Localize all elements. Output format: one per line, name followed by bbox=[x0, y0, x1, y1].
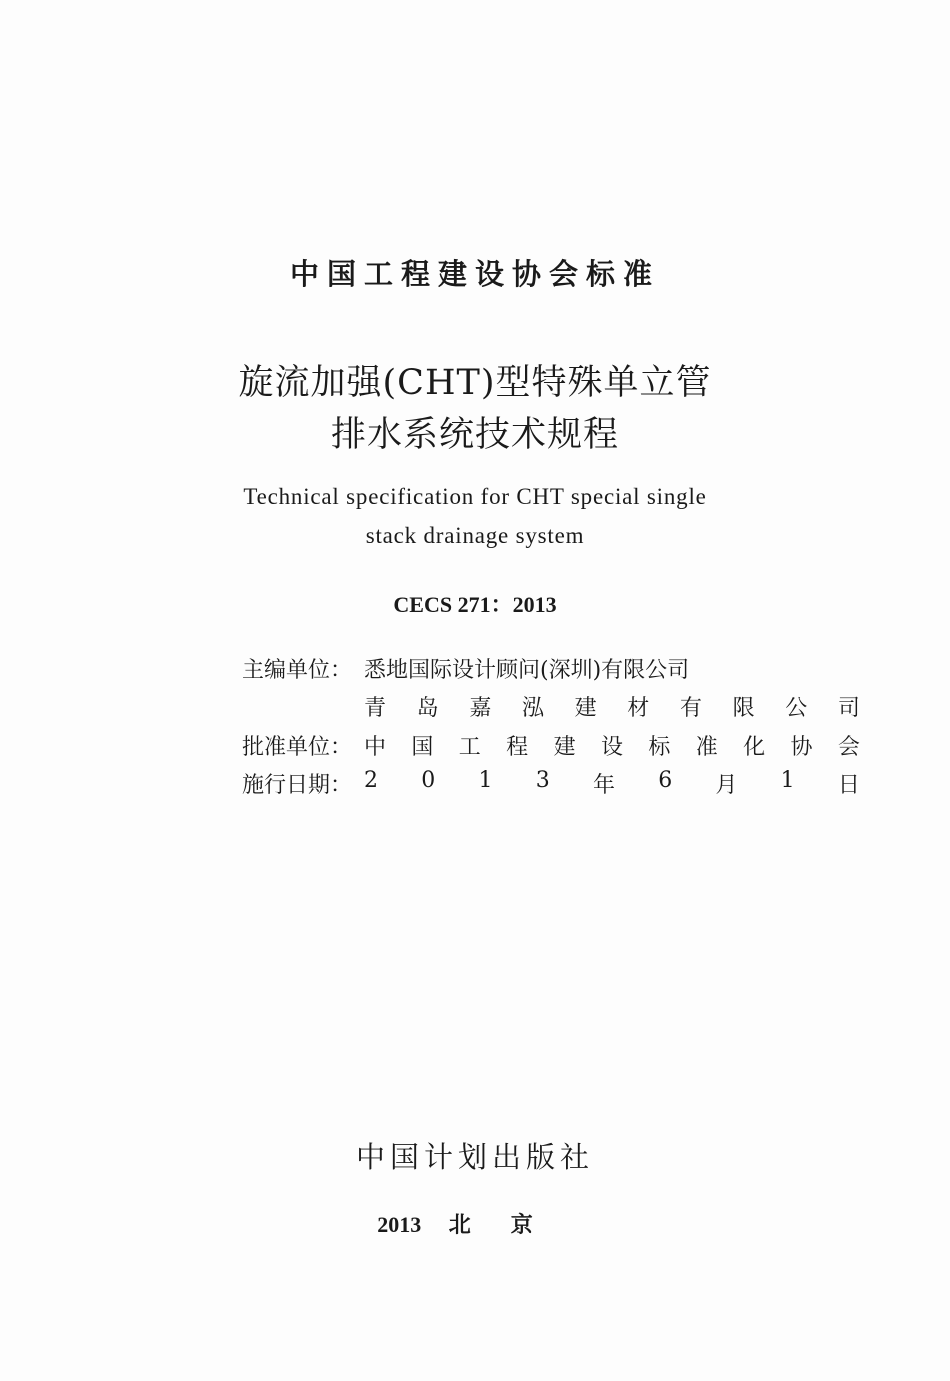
title-cn-line-2: 排水系统技术规程 bbox=[330, 415, 619, 455]
spaced-char: 程 bbox=[506, 735, 529, 760]
publication-city: 北京 bbox=[448, 1213, 573, 1238]
publication-place bbox=[0, 1208, 950, 1239]
approver-label: 批准单位： bbox=[242, 735, 353, 760]
publisher: 中国计划出版社 bbox=[355, 1140, 594, 1174]
spaced-char: 工 bbox=[458, 735, 481, 760]
spaced-char: 建 bbox=[553, 735, 576, 760]
spaced-char: 2 bbox=[364, 768, 378, 793]
spaced-char: 会 bbox=[837, 735, 860, 760]
spaced-char: 建 bbox=[574, 696, 597, 721]
publication-year: 2013 bbox=[377, 1212, 422, 1237]
chief-editor-label: 主编单位： bbox=[242, 658, 353, 683]
effective-date-label: 施行日期： bbox=[242, 773, 353, 798]
spaced-char: 国 bbox=[411, 735, 434, 760]
spaced-char: 化 bbox=[743, 735, 766, 760]
spaced-char: 青 bbox=[364, 696, 387, 721]
spaced-char: 协 bbox=[790, 735, 813, 760]
spaced-char: 年 bbox=[592, 773, 615, 798]
title-cn-line-1: 旋流加强(CHT)型特殊单立管 bbox=[238, 363, 712, 403]
spaced-char: 中 bbox=[364, 735, 387, 760]
spaced-char: 有 bbox=[679, 696, 702, 721]
approver bbox=[364, 730, 860, 761]
spaced-char: 1 bbox=[478, 768, 493, 793]
spaced-char: 限 bbox=[732, 696, 755, 721]
spaced-char: 6 bbox=[658, 768, 673, 793]
series-title: 中国工程建设协会标准 bbox=[289, 257, 660, 291]
spaced-char: 日 bbox=[837, 773, 860, 798]
title-en-line-2: stack drainage system bbox=[365, 523, 585, 548]
chief-editor-2 bbox=[364, 691, 860, 722]
chief-editor-1: 悉地国际设计顾问(深圳)有限公司 bbox=[364, 658, 690, 683]
spaced-char: 标 bbox=[648, 735, 671, 760]
spaced-char: 材 bbox=[627, 696, 650, 721]
spaced-char: 泓 bbox=[521, 696, 544, 721]
effective-date bbox=[364, 768, 860, 799]
spaced-char: 公 bbox=[785, 696, 808, 721]
spaced-char: 司 bbox=[837, 696, 860, 721]
spaced-char: 准 bbox=[695, 735, 718, 760]
spaced-char: 1 bbox=[780, 768, 795, 793]
standard-code: CECS 271：2013 bbox=[393, 592, 557, 617]
spaced-char: 月 bbox=[715, 773, 738, 798]
spaced-char: 0 bbox=[421, 768, 436, 793]
spaced-char: 岛 bbox=[416, 696, 439, 721]
spaced-char: 设 bbox=[600, 735, 623, 760]
title-en-line-1: Technical specification for CHT special single bbox=[243, 484, 707, 509]
spaced-char: 3 bbox=[535, 768, 550, 793]
spaced-char: 嘉 bbox=[469, 696, 492, 721]
